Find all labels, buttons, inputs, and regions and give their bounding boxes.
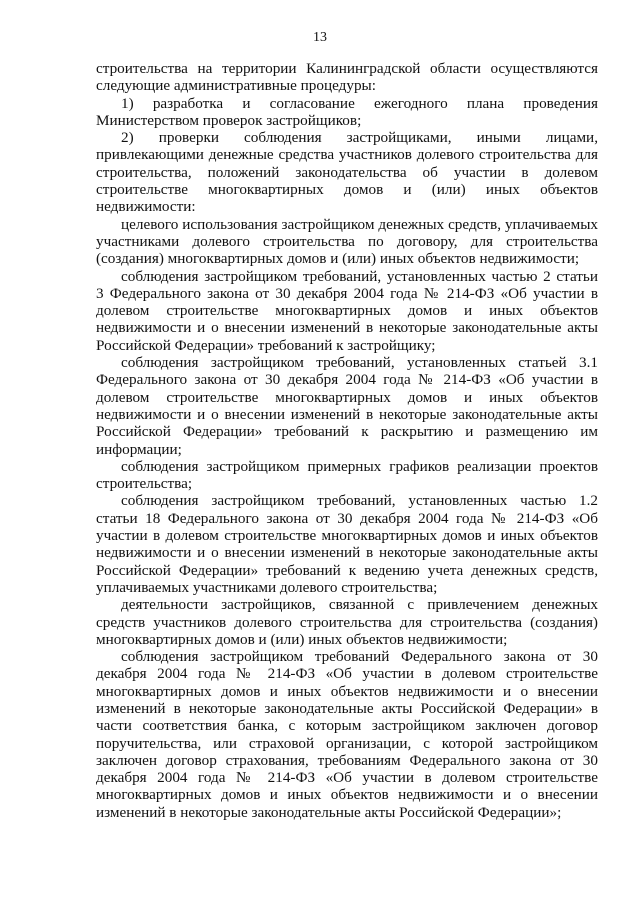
document-body xyxy=(96,60,598,821)
paragraph-part-2-article-3: соблюдения застройщиком требований, установленных частью 2 статьи 3 Федерального закона от 30 декабря 2004 года № 214-ФЗ «Об участии в долевом строительстве многоквартирных домов и иных объектов недвижимости и о внесении изменений в некоторые законодательные акты Российской Федерации» требований к застройщику; xyxy=(96,267,598,354)
paragraph-schedules: соблюдения застройщиком примерных графиков реализации проектов строительства; xyxy=(96,457,598,493)
paragraph-intro: строительства на территории Калининградской области осуществляются следующие административные процедуры: xyxy=(96,60,598,95)
paragraph-item-1: 1) разработка и согласование ежегодного плана проведения Министерством проверок застройщиков; xyxy=(96,94,598,129)
paragraph-article-3-1: соблюдения застройщиком требований, установленных статьей 3.1 Федерального закона от 30 декабря 2004 года № 214-ФЗ «Об участии в долевом строительстве многоквартирных домов и иных объектов недвижимости и о внесении изменений в некоторые законодательные акты Российской Федерации» требований к раскрытию и размещению им информации; xyxy=(96,354,598,458)
page-number: 13 xyxy=(313,30,327,45)
paragraph-item-2: 2) проверки соблюдения застройщиками, иными лицами, привлекающими денежные средства участников долевого строительства для строительства, положений законодательства об участии в долевом строительстве многоквартирных домов и (или) иных объектов недвижимости: xyxy=(96,129,598,216)
paragraph-article-18: соблюдения застройщиком требований, установленных частью 1.2 статьи 18 Федерального закона от 30 декабря 2004 года № 214-ФЗ «Об участии в долевом строительстве многоквартирных домов и иных объектов недвижимости и о внесении изменений в некоторые законодательные акты Российской Федерации» требований к ведению учета денежных средств, уплачиваемых участниками долевого строительства; xyxy=(96,492,598,596)
paragraph-target-use: целевого использования застройщиком денежных средств, уплачиваемых участниками долевого строительства по договору, для строительства (создания) многоквартирных домов и (или) иных объектов недвижимости; xyxy=(96,215,598,268)
paragraph-activity: деятельности застройщиков, связанной с привлечением денежных средств участников долевого строительства для строительства (создания) многоквартирных домов и (или) иных объектов недвижимости; xyxy=(96,596,598,648)
paragraph-bank-insurance: соблюдения застройщиком требований Федерального закона от 30 декабря 2004 года № 214-ФЗ «Об участии в долевом строительстве многоквартирных домов и иных объектов недвижимости и о внесении изменений в некоторые законодательные акты Российской Федерации» в части соответствия банка, с которым застройщиком заключен договор поручительства, или страховой организации, с которой застройщиком заключен договор страхования, требованиям Федерального закона от 30 декабря 2004 года № 214-ФЗ «Об участии в долевом строительстве многоквартирных домов и иных объектов недвижимости и о внесении изменений в некоторые законодательные акты Российской Федерации»; xyxy=(96,648,598,821)
